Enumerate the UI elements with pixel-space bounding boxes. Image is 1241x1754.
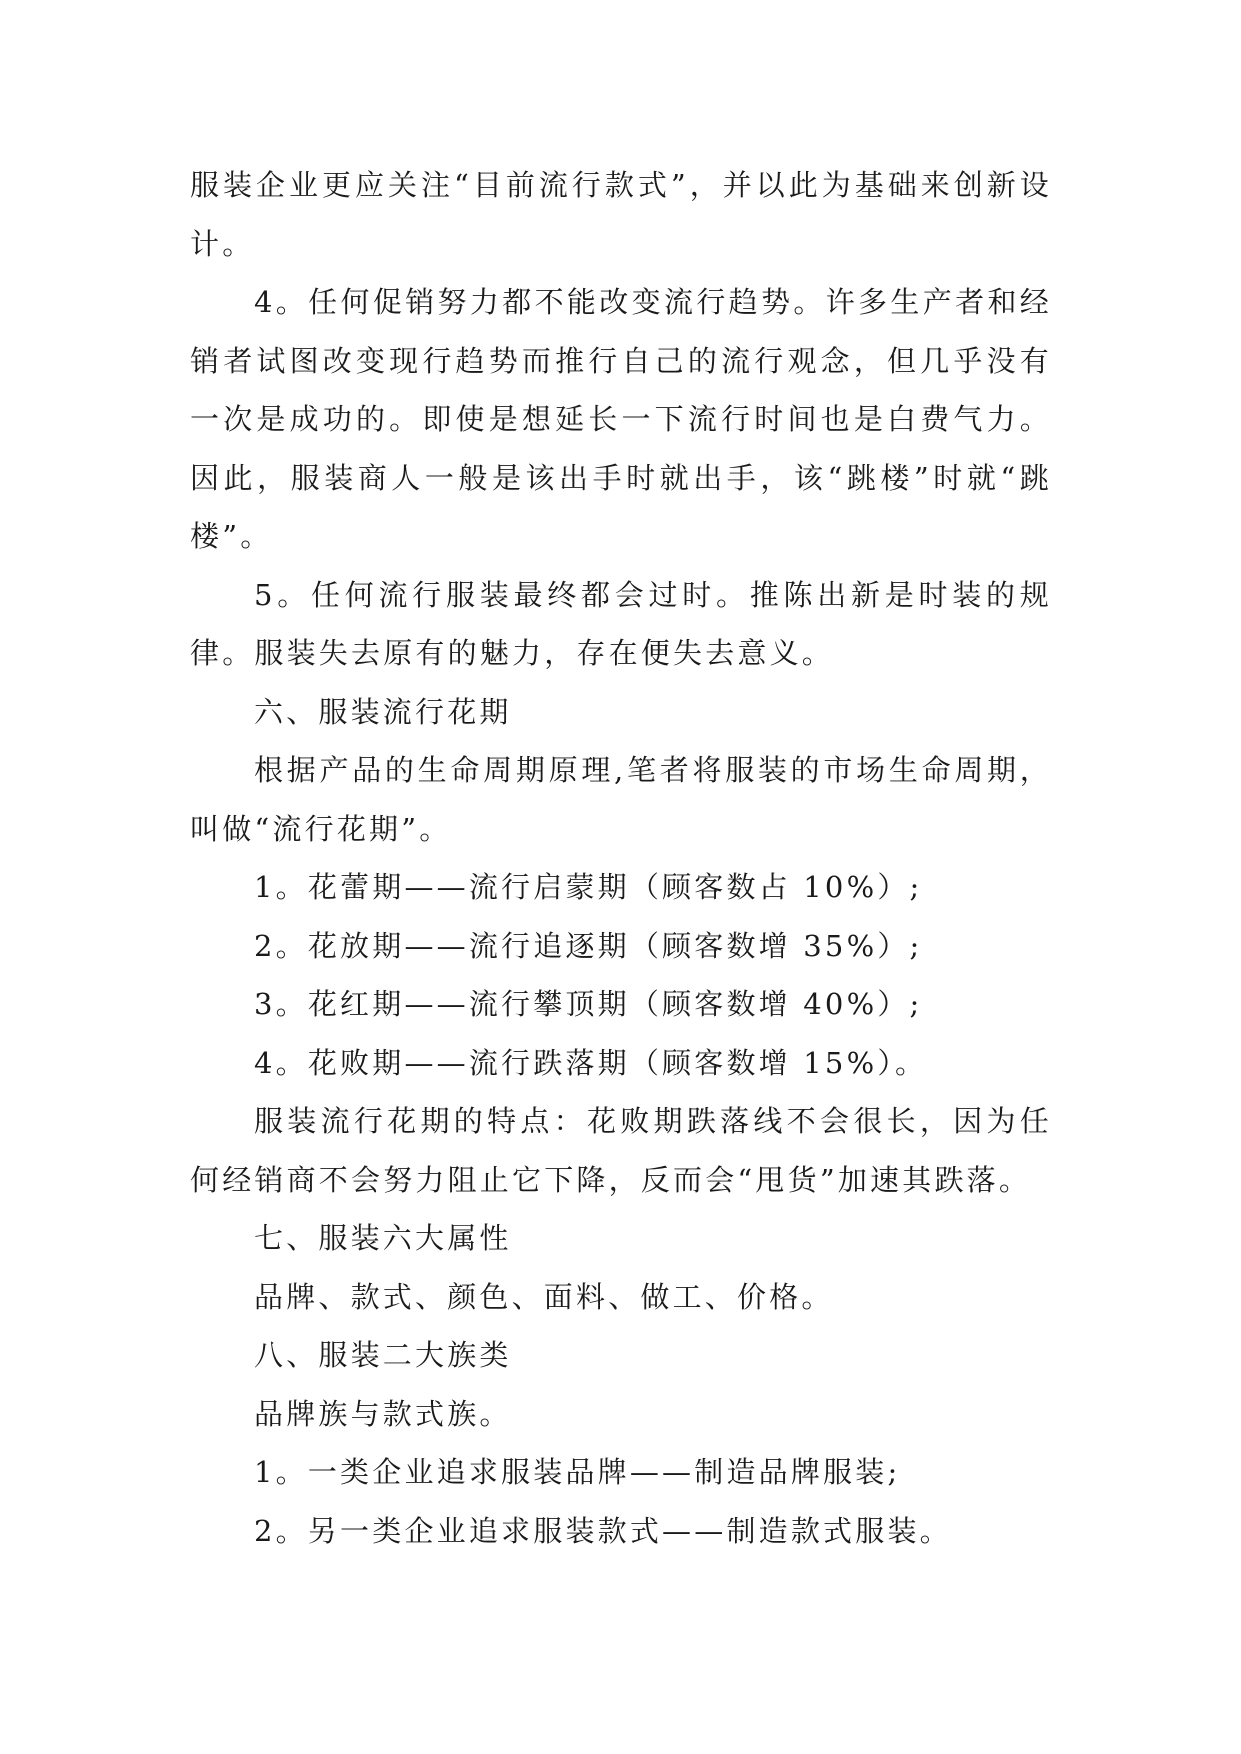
paragraph-six-attributes: 品牌、款式、颜色、面料、做工、价格。: [254, 1279, 834, 1314]
list-item-style-family: 2。另一类企业追求服装款式——制造款式服装。: [254, 1513, 952, 1548]
list-item-brand-family: 1。一类企业追求服装品牌——制造品牌服装;: [254, 1455, 901, 1489]
paragraph-point-5: 5。任何流行服装最终都会过时。推陈出新是时装的规律。服装失去原有的魅力，存在便失去意义。: [190, 577, 1052, 670]
paragraph-point-4: 4。任何促销努力都不能改变流行趋势。许多生产者和经销者试图改变现行趋势而推行自己的流行观念，但几乎没有一次是成功的。即使是想延长一下流行时间也是白费气力。因此，服装商人一般是该出手时就出手，该“跳楼”时就“跳楼”。: [190, 285, 1052, 553]
list-item-wither-stage: 4。花败期——流行跌落期（顾客数增 15%）。: [254, 1045, 928, 1080]
section-heading-8: 八、服装二大族类: [254, 1338, 512, 1372]
paragraph-lifecycle-intro: 根据产品的生命周期原理,笔者将服装的市场生命周期，叫做“流行花期”。: [190, 753, 1052, 846]
list-item-bloom-stage: 2。花放期——流行追逐期（顾客数增 35%）;: [254, 928, 923, 963]
document-body: [190, 156, 1052, 1560]
list-item-bud-stage: 1。花蕾期——流行启蒙期（顾客数占 10%）;: [254, 870, 923, 904]
paragraph-continuation: 服装企业更应关注“目前流行款式”，并以此为基础来创新设计。: [190, 168, 1052, 261]
paragraph-two-families: 品牌族与款式族。: [254, 1396, 512, 1431]
section-heading-6: 六、服装流行花期: [254, 694, 512, 729]
list-item-peak-stage: 3。花红期——流行攀顶期（顾客数增 40%）;: [254, 987, 923, 1021]
section-heading-7: 七、服装六大属性: [254, 1221, 512, 1255]
paragraph-flowering-features: 服装流行花期的特点：花败期跌落线不会很长，因为任何经销商不会努力阻止它下降，反而会“甩货”加速其跌落。: [190, 1104, 1052, 1197]
